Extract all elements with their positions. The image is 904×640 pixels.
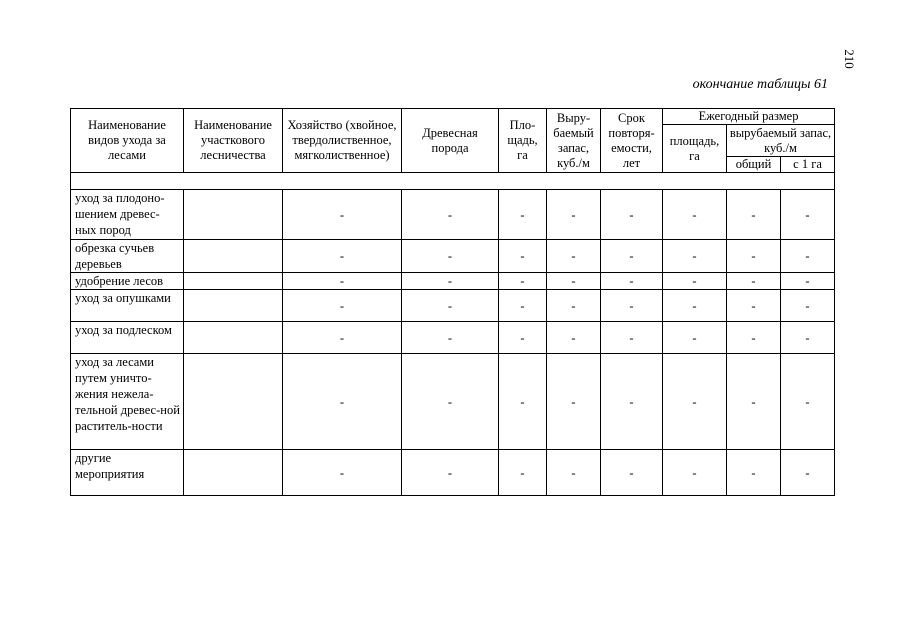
- care-type-cell: уход за опушками: [71, 290, 184, 322]
- value-cell: -: [547, 450, 601, 496]
- value-cell: -: [283, 240, 402, 273]
- care-type-cell: уход за плодоно-шением древес-ных пород: [71, 190, 184, 240]
- forestry-cell: [184, 322, 283, 354]
- value-cell: -: [283, 322, 402, 354]
- value-cell: -: [547, 322, 601, 354]
- value-cell: -: [663, 322, 727, 354]
- table-row: [71, 354, 835, 450]
- value-cell: -: [402, 322, 499, 354]
- value-cell: -: [727, 354, 781, 450]
- value-cell: -: [402, 273, 499, 290]
- value-cell: -: [499, 290, 547, 322]
- header-repeat-period: Срок повторя-емости, лет: [601, 109, 663, 173]
- page-number: 210: [842, 49, 857, 69]
- header-annual-per-ha: с 1 га: [781, 157, 835, 173]
- value-cell: -: [781, 240, 835, 273]
- value-cell: -: [283, 273, 402, 290]
- value-cell: -: [547, 240, 601, 273]
- value-cell: -: [727, 290, 781, 322]
- table-row: [71, 322, 835, 354]
- table-row: [71, 273, 835, 290]
- table-row: [71, 290, 835, 322]
- value-cell: -: [663, 354, 727, 450]
- value-cell: -: [601, 450, 663, 496]
- value-cell: -: [499, 354, 547, 450]
- value-cell: -: [402, 450, 499, 496]
- value-cell: -: [663, 450, 727, 496]
- value-cell: -: [547, 354, 601, 450]
- value-cell: -: [499, 322, 547, 354]
- header-annual-stock: вырубаемый запас, куб./м: [727, 125, 835, 157]
- value-cell: -: [499, 240, 547, 273]
- care-measures-table: [70, 108, 835, 496]
- table-row: [71, 450, 835, 496]
- care-type-cell: удобрение лесов: [71, 273, 184, 290]
- header-annual-size: Ежегодный размер: [663, 109, 835, 125]
- value-cell: -: [601, 273, 663, 290]
- value-cell: -: [283, 190, 402, 240]
- forestry-cell: [184, 354, 283, 450]
- value-cell: -: [727, 190, 781, 240]
- value-cell: -: [499, 450, 547, 496]
- value-cell: -: [727, 450, 781, 496]
- table-caption: окончание таблицы 61: [692, 77, 828, 92]
- value-cell: -: [781, 354, 835, 450]
- value-cell: -: [547, 273, 601, 290]
- forestry-cell: [184, 273, 283, 290]
- header-area: Пло-щадь, га: [499, 109, 547, 173]
- spacer-row: [71, 173, 835, 190]
- care-type-cell: уход за лесами путем уничто-жения нежела-тельной древес-ной раститель-ности: [71, 354, 184, 450]
- table-row: [71, 190, 835, 240]
- value-cell: -: [499, 190, 547, 240]
- value-cell: -: [727, 240, 781, 273]
- value-cell: -: [283, 354, 402, 450]
- value-cell: -: [781, 290, 835, 322]
- value-cell: -: [283, 450, 402, 496]
- care-type-cell: уход за подлеском: [71, 322, 184, 354]
- forestry-cell: [184, 450, 283, 496]
- value-cell: -: [781, 322, 835, 354]
- value-cell: -: [727, 273, 781, 290]
- forestry-cell: [184, 290, 283, 322]
- value-cell: -: [781, 273, 835, 290]
- care-type-cell: обрезка сучьев деревьев: [71, 240, 184, 273]
- value-cell: -: [601, 322, 663, 354]
- forestry-cell: [184, 240, 283, 273]
- header-economy: Хозяйство (хвойное, твердолиственное, мягколиственное): [283, 109, 402, 173]
- value-cell: -: [499, 273, 547, 290]
- value-cell: -: [781, 450, 835, 496]
- value-cell: -: [547, 190, 601, 240]
- value-cell: -: [402, 240, 499, 273]
- value-cell: -: [402, 290, 499, 322]
- value-cell: -: [781, 190, 835, 240]
- value-cell: -: [601, 190, 663, 240]
- header-species: Древесная порода: [402, 109, 499, 173]
- value-cell: -: [727, 322, 781, 354]
- value-cell: -: [601, 290, 663, 322]
- value-cell: -: [663, 290, 727, 322]
- forestry-cell: [184, 190, 283, 240]
- header-care-type: Наименование видов ухода за лесами: [71, 109, 184, 173]
- value-cell: -: [601, 354, 663, 450]
- value-cell: -: [663, 190, 727, 240]
- value-cell: -: [663, 240, 727, 273]
- header-forestry: Наименование участкового лесничества: [184, 109, 283, 173]
- header-annual-total: общий: [727, 157, 781, 173]
- table-row: [71, 240, 835, 273]
- header-annual-area: площадь, га: [663, 125, 727, 173]
- value-cell: -: [402, 190, 499, 240]
- value-cell: -: [283, 290, 402, 322]
- header-cut-stock: Выру-баемый запас, куб./м: [547, 109, 601, 173]
- value-cell: -: [601, 240, 663, 273]
- value-cell: -: [547, 290, 601, 322]
- value-cell: -: [663, 273, 727, 290]
- care-type-cell: другие мероприятия: [71, 450, 184, 496]
- value-cell: -: [402, 354, 499, 450]
